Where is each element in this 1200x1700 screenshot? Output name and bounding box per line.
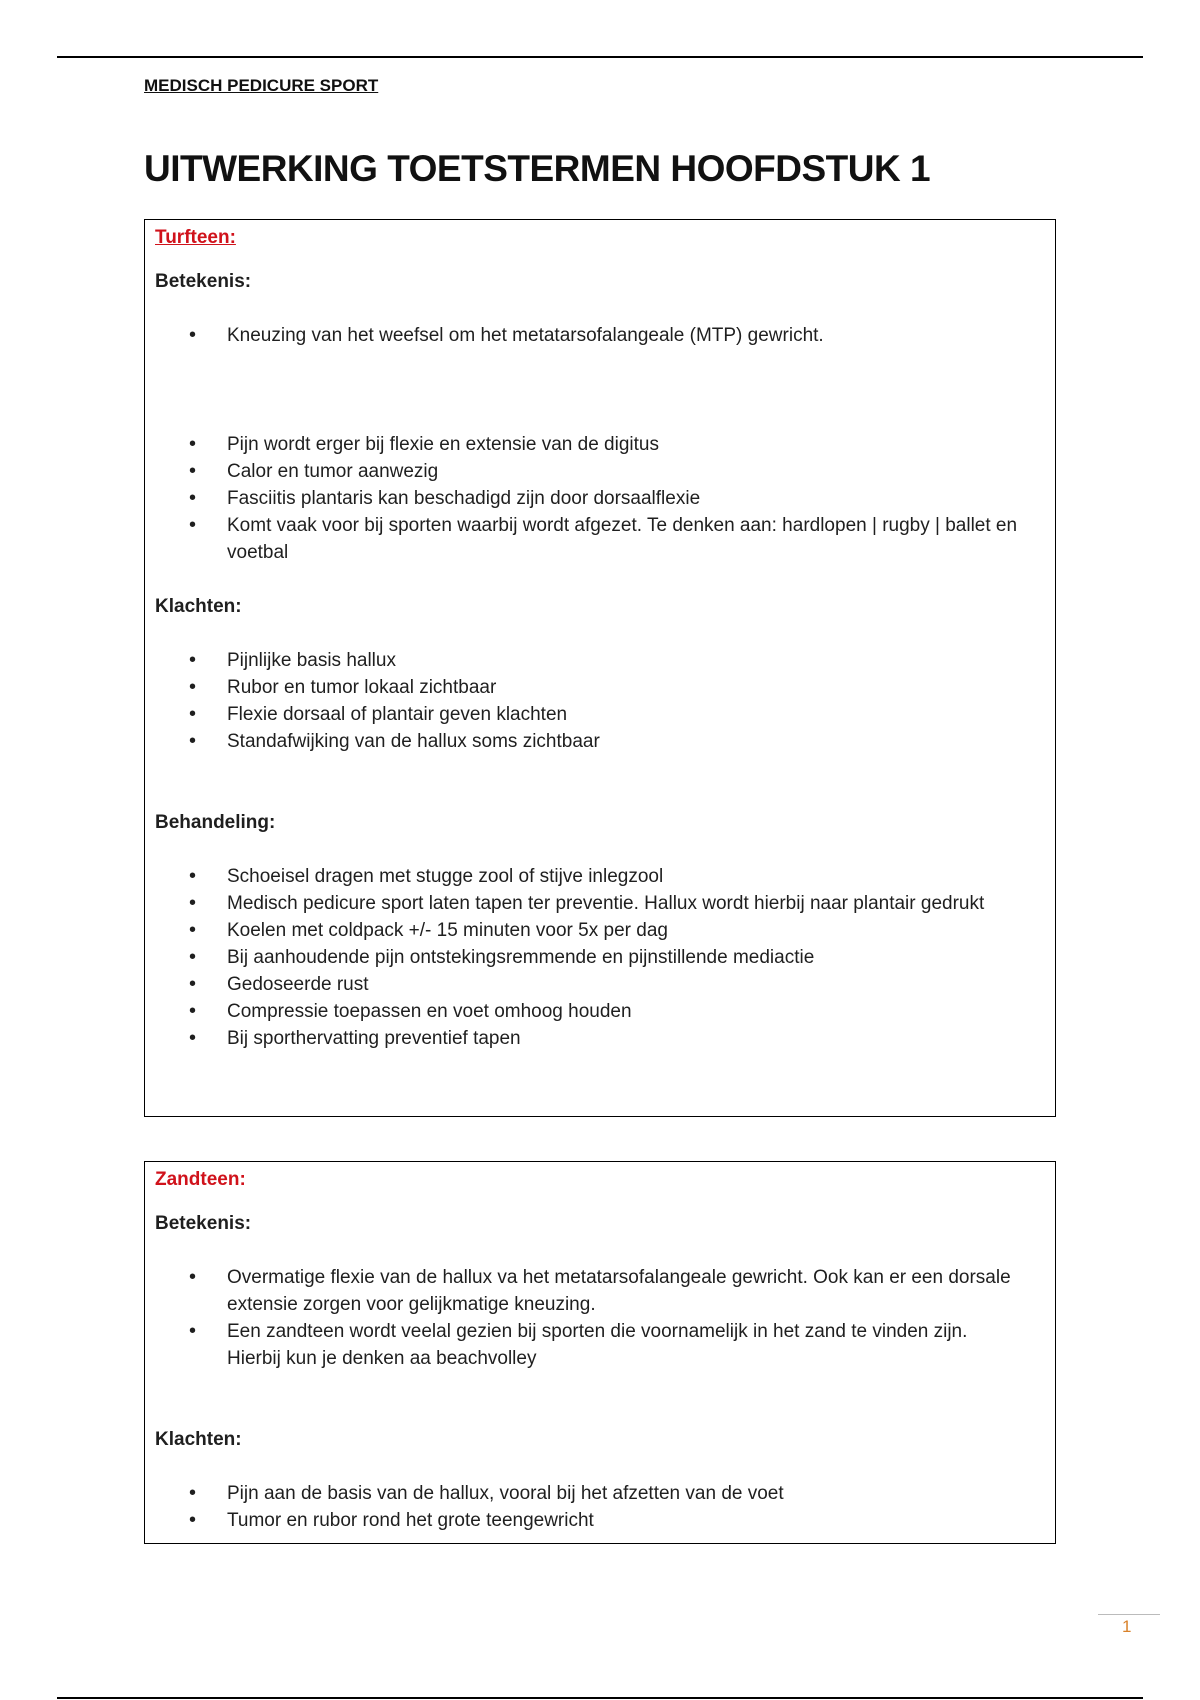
list-item: • Medisch pedicure sport laten tapen ter preventie. Hallux wordt hierbij naar plantair gedrukt xyxy=(227,890,1055,917)
bottom-rule xyxy=(57,1697,1143,1699)
top-rule xyxy=(57,56,1143,58)
list-item: • Flexie dorsaal of plantair geven klachten xyxy=(227,701,1055,728)
document-header-label: MEDISCH PEDICURE SPORT xyxy=(144,76,379,95)
list-item: • Tumor en rubor rond het grote teengewricht xyxy=(227,1507,1055,1534)
section-turfteen xyxy=(144,219,1056,1117)
page-number-rule xyxy=(1098,1614,1160,1615)
list-item: • Pijn aan de basis van de hallux, vooral bij het afzetten van de voet xyxy=(227,1480,1055,1507)
klachten-list xyxy=(155,1480,1055,1534)
list-item: • Pijn wordt erger bij flexie en extensie van de digitus xyxy=(227,431,1055,458)
list-item: • Calor en tumor aanwezig xyxy=(227,458,1055,485)
list-item: • Rubor en tumor lokaal zichtbaar xyxy=(227,674,1055,701)
section-zandteen xyxy=(144,1161,1056,1544)
list-item: • Pijnlijke basis hallux xyxy=(227,647,1055,674)
list-item: • Fasciitis plantaris kan beschadigd zijn door dorsaalflexie xyxy=(227,485,1055,512)
list-item: • Gedoseerde rust xyxy=(227,971,1055,998)
klachten-heading: Klachten: xyxy=(155,1429,242,1450)
list-item: • Schoeisel dragen met stugge zool of stijve inlegzool xyxy=(227,863,1055,890)
term-title: Turfteen: xyxy=(155,227,236,248)
page-title: UITWERKING TOETSTERMEN HOOFDSTUK 1 xyxy=(144,148,931,189)
list-item: • Overmatige flexie van de hallux va het metatarsofalangeale gewricht. Ook kan er een dorsale extensie zorgen voor gelijkmatige kneuzing. xyxy=(227,1264,1055,1318)
list-item: • Een zandteen wordt veelal gezien bij sporten die voornamelijk in het zand te vinden zijn. Hierbij kun je denken aa beachvolley xyxy=(227,1318,1055,1372)
klachten-list xyxy=(155,647,1055,755)
list-item: • Compressie toepassen en voet omhoog houden xyxy=(227,998,1055,1025)
term-title: Zandteen: xyxy=(155,1169,246,1190)
klachten-heading: Klachten: xyxy=(155,596,242,617)
list-item: • Bij aanhoudende pijn ontstekingsremmende en pijnstillende mediactie xyxy=(227,944,1055,971)
list-item: • Bij sporthervatting preventief tapen xyxy=(227,1025,1055,1052)
list-item: • Standafwijking van de hallux soms zichtbaar xyxy=(227,728,1055,755)
betekenis-heading: Betekenis: xyxy=(155,1213,252,1234)
page-number: 1 xyxy=(1122,1617,1132,1636)
list-item: • Koelen met coldpack +/- 15 minuten voor 5x per dag xyxy=(227,917,1055,944)
list-item: • Kneuzing van het weefsel om het metatarsofalangeale (MTP) gewricht. xyxy=(227,322,1055,349)
betekenis-heading: Betekenis: xyxy=(155,271,252,292)
list-item: • Komt vaak voor bij sporten waarbij wordt afgezet. Te denken aan: hardlopen | rugby | ballet en voetbal xyxy=(227,512,1055,566)
betekenis-list xyxy=(155,322,1055,349)
betekenis-list xyxy=(155,1264,1055,1372)
extra-list xyxy=(155,431,1055,566)
behandeling-heading: Behandeling: xyxy=(155,812,276,833)
behandeling-list xyxy=(155,863,1055,1052)
